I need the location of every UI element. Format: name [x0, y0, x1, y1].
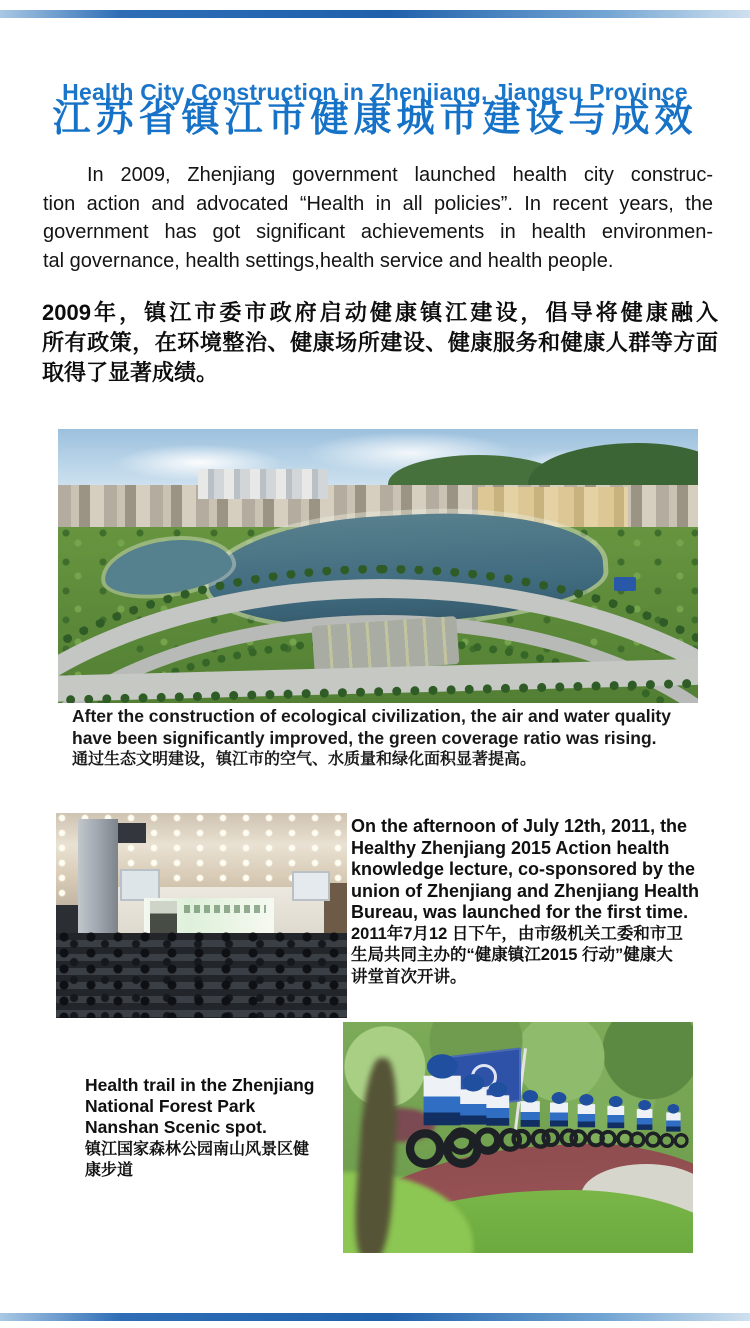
bottom-accent-bar [0, 1313, 750, 1321]
text-line: Health trail in the Zhenjiang [85, 1075, 315, 1095]
lecture-hall-photo [56, 813, 347, 1018]
intro-paragraph-zh [42, 298, 718, 388]
text-line: 生局共同主办的“健康镇江2015 行动”健康大 [351, 946, 673, 964]
text-line: National Forest Park [85, 1096, 256, 1117]
text-line: 取得了显著成绩。 [42, 360, 219, 385]
eco-caption [72, 706, 712, 771]
text-line: On the afternoon of July 12th, 2011, the [351, 816, 688, 836]
text-line: tal governance, health settings,health service and health people. [43, 249, 614, 272]
photo-towers [198, 469, 328, 499]
text-line: tion action and advocated “Health in all policies”. In recent years, the [43, 192, 713, 215]
page-title-chinese: 江苏省镇江市健康城市建设与成效 [52, 98, 698, 140]
page-title-english: Health City Construction in Zhenjiang, Jiangsu Province [62, 79, 688, 105]
text-line: 2009年，镇江市委市政府启动健康镇江建设，倡导将健康融入 [42, 300, 718, 325]
cyclist-figure [659, 1104, 690, 1150]
text-line: 通过生态文明建设，镇江市的空气、水质量和绿化面积显著提高。 [72, 751, 537, 768]
cycling-trail-photo [343, 1022, 693, 1253]
text-line: knowledge lecture, co-sponsored by the [351, 859, 696, 879]
intro-paragraph-en [43, 161, 713, 275]
text-line: 讲堂首次开讲。 [351, 967, 467, 986]
text-line: Bureau, was launched for the first time. [351, 902, 689, 922]
trail-caption [85, 1075, 350, 1181]
text-line: 康步道 [85, 1161, 134, 1179]
text-line: have been significantly improved, the green coverage ratio was rising. [72, 727, 657, 748]
photo-projection-screen [292, 871, 330, 901]
photo-road-sign [614, 577, 636, 591]
photo-audience-heads [56, 931, 347, 1018]
text-line: Healthy Zhenjiang 2015 Action health [351, 837, 670, 858]
text-line: union of Zhenjiang and Zhenjiang Health [351, 880, 699, 901]
photo-projection-screen [120, 869, 160, 901]
text-line: 所有政策，在环境整治、健康场所建设、健康服务和健康人群等方面 [42, 330, 718, 355]
cyclist-figure [629, 1100, 663, 1149]
text-line: Nanshan Scenic spot. [85, 1117, 267, 1138]
lecture-caption [351, 816, 701, 988]
text-line: In 2009, Zhenjiang government launched health city construc- [87, 164, 713, 186]
text-line: After the construction of ecological civilization, the air and water quality [72, 706, 671, 726]
text-line: 镇江国家森林公园南山风景区健 [85, 1140, 310, 1158]
aerial-park-photo [58, 429, 698, 703]
text-line: 2011年7月12 日下午，由市级机关工委和市卫 [351, 924, 683, 943]
text-line: government has got significant achievements in health environmen- [43, 221, 713, 243]
photo-banner-text [184, 905, 266, 913]
top-accent-bar [0, 10, 750, 18]
photo-speaker-box [114, 823, 146, 843]
